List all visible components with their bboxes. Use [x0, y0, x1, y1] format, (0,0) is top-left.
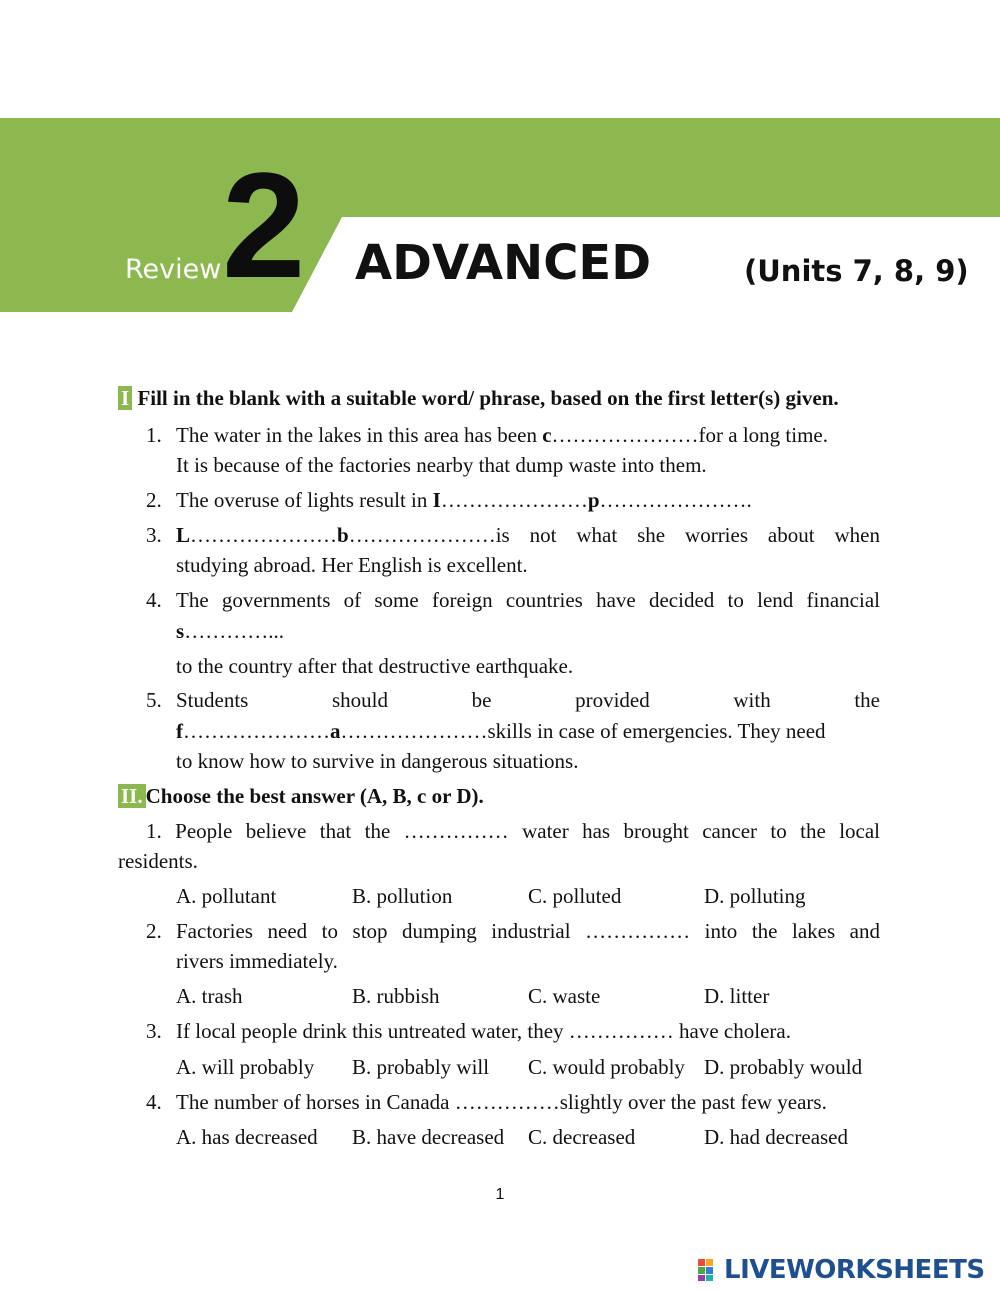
review-label: Review: [125, 254, 222, 285]
question-2-option-b[interactable]: B. rubbish: [352, 984, 440, 1008]
item-5-line-3: to know how to survive in dangerous situations.: [176, 749, 579, 773]
review-number: 2: [222, 141, 302, 309]
blank-field[interactable]: …………………: [190, 523, 338, 547]
question-1-line-2: residents.: [118, 849, 198, 873]
logo-blocks-icon: [698, 1259, 722, 1281]
item-1-number: 1.: [146, 423, 162, 447]
blank-hint-letter: c: [542, 423, 552, 447]
blank-field[interactable]: …………………for a long time.: [551, 423, 828, 447]
section-1-heading: [118, 386, 839, 411]
blank-field[interactable]: …………………: [183, 719, 330, 743]
item-5-line-1: Students should be provided with the: [176, 688, 880, 712]
blank-hint-letter: p: [587, 488, 600, 512]
item-3-number: 3.: [146, 523, 162, 547]
item-1-line-2: It is because of the factories nearby that dump waste into them.: [176, 453, 707, 477]
question-2-option-d[interactable]: D. litter: [704, 984, 770, 1008]
question-2-option-c[interactable]: C. waste: [528, 984, 601, 1008]
section-2-number: II.: [118, 784, 146, 808]
question-3-number: 3.: [146, 1019, 162, 1043]
item-5-number: 5.: [146, 688, 162, 712]
blank-field[interactable]: …………………: [440, 488, 588, 512]
item-4-line-3: to the country after that destructive earthquake.: [176, 654, 574, 678]
question-4-line-1: The number of horses in Canada ……………slightly over the past few years.: [176, 1090, 827, 1114]
question-3-option-d[interactable]: D. probably would: [704, 1055, 863, 1079]
question-1-option-a[interactable]: A. pollutant: [176, 884, 277, 908]
blank-field[interactable]: …………………is not what she worries about when: [348, 523, 880, 547]
item-5-line-2: [176, 716, 826, 746]
item-4-line-2: [176, 616, 284, 646]
section-1-title: Fill in the blank with a suitable word/ phrase, based on the first letter(s) given.: [137, 386, 839, 410]
question-2-option-a[interactable]: A. trash: [176, 984, 243, 1008]
blank-hint-letter: b: [337, 523, 349, 547]
blank-field[interactable]: ………………….: [599, 488, 752, 512]
question-3-line-1: If local people drink this untreated water, they …………… have cholera.: [176, 1019, 791, 1043]
question-3-option-b[interactable]: B. probably will: [352, 1055, 490, 1079]
item-3-line-1: [176, 520, 880, 550]
question-2-number: 2.: [146, 919, 162, 943]
blank-hint-letter: L: [176, 523, 191, 547]
question-4-option-d[interactable]: D. had decreased: [704, 1125, 849, 1149]
blank-hint-letter: a: [330, 719, 341, 743]
page-number: 1: [495, 1186, 505, 1203]
item-4-number: 4.: [146, 588, 162, 612]
logo-text: LIVEWORKSHEETS: [724, 1255, 985, 1285]
item-2-line-1: The overuse of lights result in I…………………p………………….: [176, 488, 752, 512]
question-4-option-c[interactable]: C. decreased: [528, 1125, 636, 1149]
section-2-title: Choose the best answer (A, B, c or D).: [145, 784, 484, 808]
units-subtitle: (Units 7, 8, 9): [744, 254, 969, 288]
blank-hint-letter: s: [176, 619, 185, 643]
blank-hint-letter: f: [176, 719, 183, 743]
question-4-option-a[interactable]: A. has decreased: [176, 1125, 318, 1149]
item-1-line-1: The water in the lakes in this area has been c…………………for a long time.: [176, 423, 828, 447]
question-3-option-a[interactable]: A. will probably: [176, 1055, 315, 1079]
question-1-option-d[interactable]: D. polluting: [704, 884, 806, 908]
item-4-line-1: The governments of some foreign countries have decided to lend financial: [176, 588, 880, 612]
question-2-line-2: rivers immediately.: [176, 949, 338, 973]
page-title: ADVANCED: [355, 235, 652, 291]
blank-field[interactable]: …………...: [184, 619, 284, 643]
question-1-option-c[interactable]: C. polluted: [528, 884, 622, 908]
question-3-option-c[interactable]: C. would probably: [528, 1055, 685, 1079]
section-1-number: I: [118, 386, 132, 410]
question-1-line-1: 1. People believe that the …………… water has brought cancer to the local: [146, 819, 881, 843]
item-2-number: 2.: [146, 488, 162, 512]
item-3-line-2: studying abroad. Her English is excellent.: [176, 553, 528, 577]
question-4-number: 4.: [146, 1090, 162, 1114]
question-2-line-1: Factories need to stop dumping industrial …………… into the lakes and: [176, 919, 880, 943]
question-1-option-b[interactable]: B. pollution: [352, 884, 453, 908]
blank-hint-letter: I: [432, 488, 441, 512]
section-2-heading: [118, 784, 484, 809]
blank-field[interactable]: …………………skills in case of emergencies. They need: [340, 719, 826, 743]
question-4-option-b[interactable]: B. have decreased: [352, 1125, 505, 1149]
